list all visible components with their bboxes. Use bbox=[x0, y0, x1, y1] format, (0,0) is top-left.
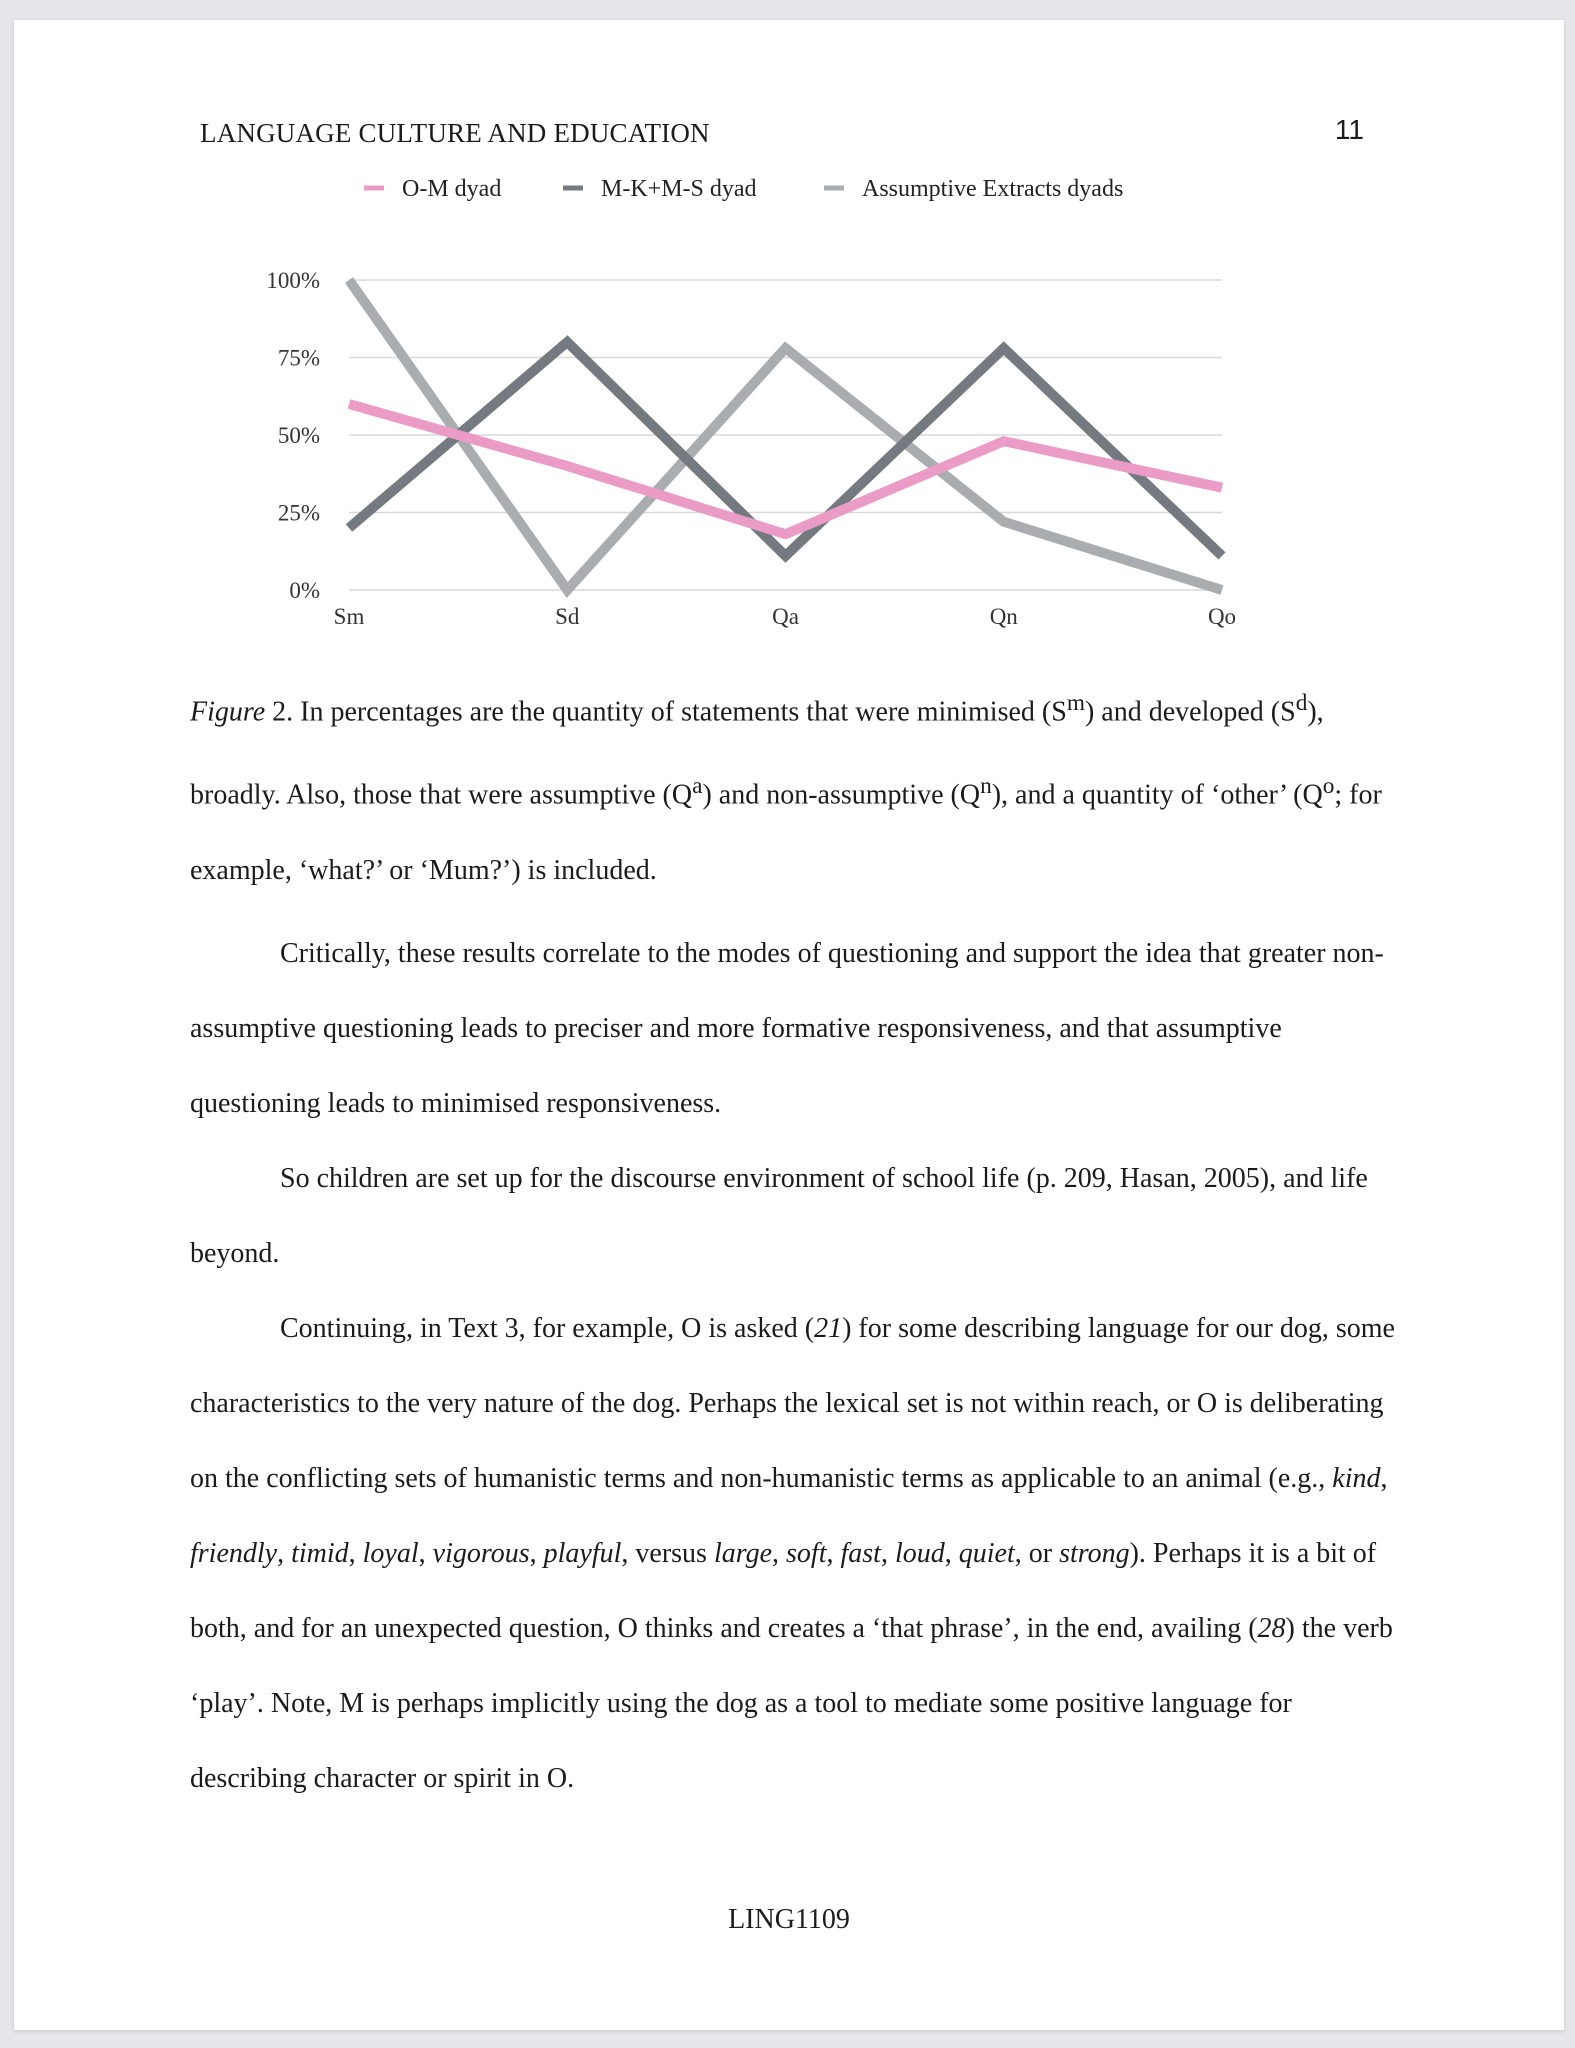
legend-label: O-M dyad bbox=[402, 176, 502, 202]
body-paragraph-3: Continuing, in Text 3, for example, O is asked (21) for some describing language for our dog, some characteristics to the very nature of the dog. Perhaps the lexical set is not within reach, or O is deliberating on the conflicting sets of humanistic terms and non-humanistic terms as applicable to an animal (e.g., kind, friendly, timid, loyal, vigorous, playful, versus large, soft, fast, loud, quiet, or strong). Perhaps it is a bit of both, and for an unexpected question, O thinks and creates a ‘that phrase’, in the end, availing (28) the verb ‘play’. Note, M is perhaps implicitly using the dog as a tool to mediate some positive language for describing character or spirit in O. bbox=[190, 1313, 1395, 1794]
x-axis-ticks bbox=[334, 604, 1236, 629]
running-head: LANGUAGE CULTURE AND EDUCATION bbox=[200, 118, 710, 148]
chart-legend bbox=[364, 176, 1123, 202]
x-tick-label: Sd bbox=[555, 604, 580, 629]
y-tick-label: 50% bbox=[277, 423, 320, 448]
y-tick-label: 75% bbox=[277, 345, 320, 371]
figure-label: Figure bbox=[190, 696, 266, 728]
page-number: 11 bbox=[1334, 114, 1364, 145]
line-chart bbox=[14, 20, 1564, 660]
series-line-2 bbox=[349, 342, 1222, 556]
footer-code: LING1109 bbox=[728, 1904, 850, 1935]
y-tick-label: 0% bbox=[289, 578, 320, 603]
x-tick-label: Qo bbox=[1207, 604, 1237, 629]
x-tick-label: Sm bbox=[333, 604, 365, 629]
y-tick-label: 25% bbox=[277, 500, 320, 526]
legend-label: Assumptive Extracts dyads bbox=[862, 176, 1124, 202]
y-tick-label: 100% bbox=[266, 268, 320, 293]
document-page bbox=[14, 20, 1564, 2030]
legend-label: M-K+M-S dyad bbox=[601, 176, 757, 202]
x-tick-label: Qn bbox=[989, 604, 1018, 629]
body-paragraph-1: Critically, these results correlate to the modes of questioning and support the idea that greater non-assumptive questioning leads to preciser and more formative responsiveness, and that assumptive questioning leads to minimised responsiveness. bbox=[190, 938, 1384, 1119]
x-tick-label: Qa bbox=[772, 604, 799, 629]
figure-caption: Figure 2. In percentages are the quantity of statements that were minimised $(S^m)$ and developed $(S^d)$, broadly. Also, those that were assumptive $(Q^a)$ and non-assumptive $(Q^n)$, and a quantity of ‘other’ ($Q^o$; for example, ‘what?’ or ‘Mum?’) is included. bbox=[190, 690, 1382, 886]
body-paragraph-2: So children are set up for the discourse environment of school life (p. 209, Hasan, 2005), and life beyond. bbox=[190, 1163, 1368, 1269]
y-axis-ticks bbox=[266, 268, 320, 603]
